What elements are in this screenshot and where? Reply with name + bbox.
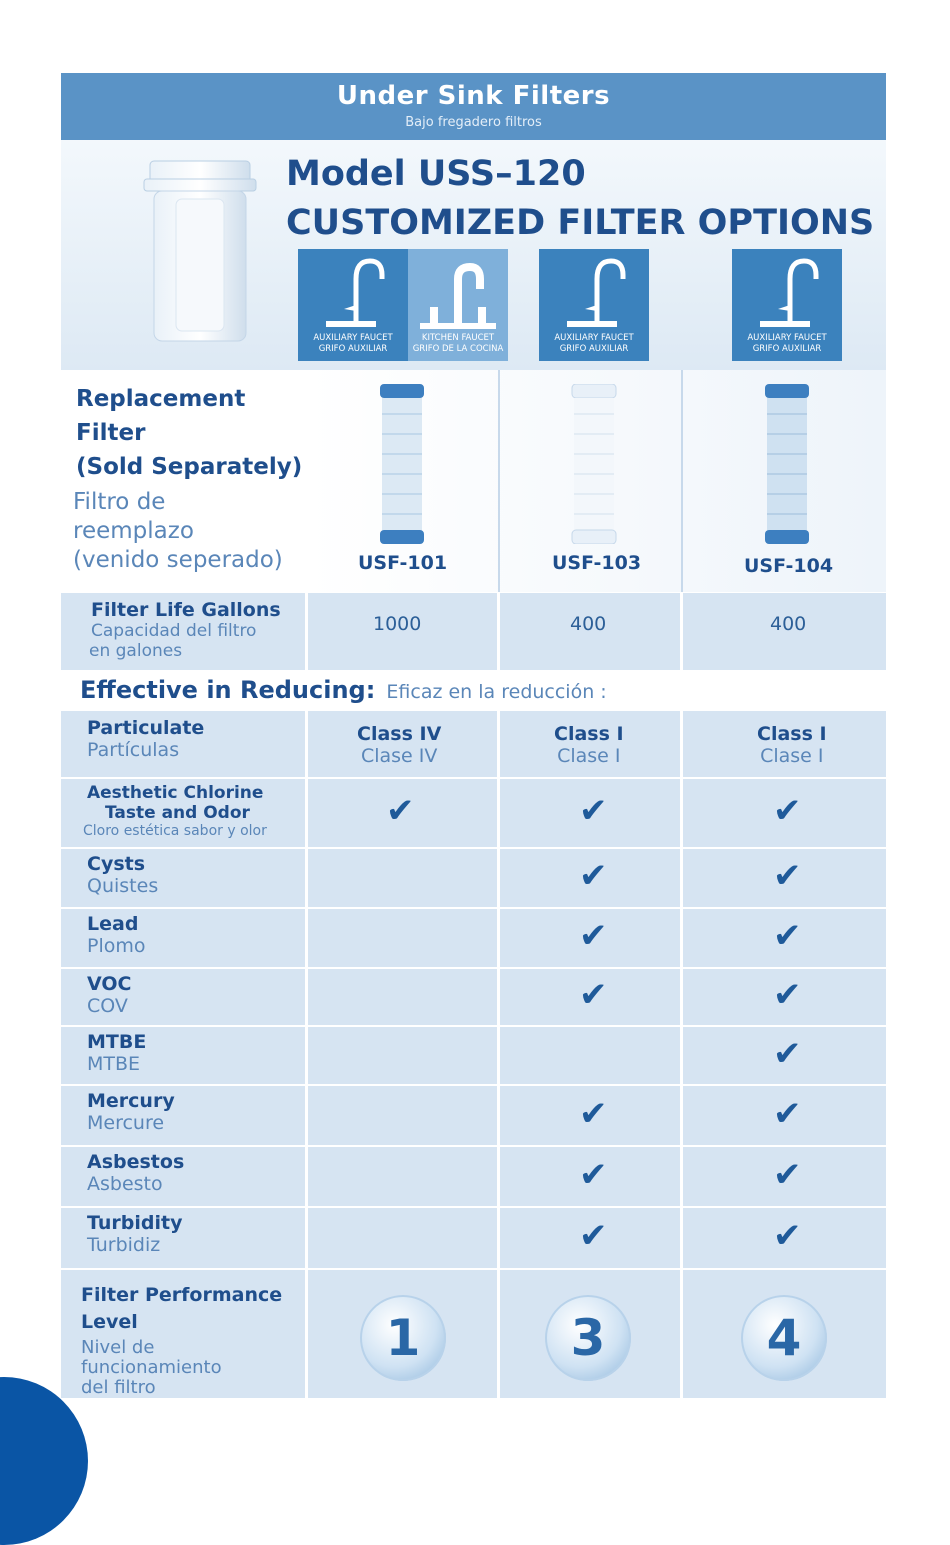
check-icon: ✔ <box>773 856 802 896</box>
contaminant-row <box>61 1086 886 1145</box>
header-subtitle: Bajo fregadero filtros <box>405 115 542 130</box>
check-icon: ✔ <box>773 1155 802 1195</box>
check-icon: ✔ <box>579 1094 608 1134</box>
effective-heading-es: Eficaz en la reducción : <box>386 681 607 703</box>
filter-life-value: 400 <box>770 613 807 635</box>
check-icon: ✔ <box>579 1155 608 1195</box>
contaminant-label-es: Plomo <box>87 935 146 957</box>
contaminant-label-es: Cloro estética sabor y olor <box>83 823 267 839</box>
kitchen-faucet-option: KITCHEN FAUCET GRIFO DE LA COCINA <box>408 249 508 361</box>
contaminant-label-es: Turbidiz <box>87 1234 161 1256</box>
replacement-label-es: Filtro de reemplazo (venido seperado) <box>73 489 283 573</box>
corner-decoration <box>0 1377 88 1545</box>
filter-cartridge-image <box>763 384 811 544</box>
contaminant-row <box>61 1208 886 1268</box>
contaminant-row <box>61 969 886 1025</box>
model-label: USF-103 <box>552 552 642 574</box>
contaminant-label-es: Asbesto <box>87 1173 163 1195</box>
contaminant-label: Taste and Odor <box>105 803 250 823</box>
contaminant-label-es: Quistes <box>87 875 159 897</box>
contaminant-row <box>61 1027 886 1084</box>
performance-label-es: del filtro <box>81 1377 156 1398</box>
check-icon: ✔ <box>386 791 415 831</box>
check-icon: ✔ <box>773 975 802 1015</box>
contaminant-label: Asbestos <box>87 1151 185 1173</box>
class-rating: Class IV Clase IV <box>357 723 442 767</box>
divider <box>498 370 500 592</box>
contaminant-label-es: Mercure <box>87 1112 165 1134</box>
auxiliary-faucet-option: AUXILIARY FAUCET GRIFO AUXILIAR <box>298 249 408 361</box>
contaminant-label-es: MTBE <box>87 1053 141 1075</box>
performance-level-badge: 4 <box>741 1295 827 1381</box>
auxiliary-faucet-option-2: AUXILIARY FAUCET GRIFO AUXILIAR <box>539 249 649 361</box>
divider <box>681 370 683 592</box>
filter-life-label-es: en galones <box>89 641 183 661</box>
model-title <box>286 150 874 248</box>
auxiliary-faucet-option-3: AUXILIARY FAUCET GRIFO AUXILIAR <box>732 249 842 361</box>
filter-life-value: 1000 <box>373 613 422 635</box>
contaminant-label: Mercury <box>87 1090 175 1112</box>
replacement-label: Replacement Filter (Sold Separately) <box>76 386 303 480</box>
check-icon: ✔ <box>579 1216 608 1256</box>
filter-cartridge-image <box>378 384 426 544</box>
check-icon: ✔ <box>579 791 608 831</box>
performance-row <box>61 1270 886 1398</box>
performance-level-badge: 3 <box>545 1295 631 1381</box>
particulate-row <box>61 711 886 777</box>
effective-heading <box>80 676 607 704</box>
contaminant-label: Lead <box>87 913 139 935</box>
contaminant-row <box>61 1147 886 1206</box>
check-icon: ✔ <box>773 1034 802 1074</box>
performance-label: Filter Performance <box>81 1284 283 1306</box>
check-icon: ✔ <box>773 791 802 831</box>
header-banner <box>61 73 886 140</box>
effective-heading-en: Effective in Reducing: <box>80 676 376 704</box>
performance-level-badge: 1 <box>360 1295 446 1381</box>
check-icon: ✔ <box>579 975 608 1015</box>
model-subtitle: CUSTOMIZED FILTER OPTIONS <box>286 203 875 243</box>
particulate-label: Particulate <box>87 717 205 739</box>
filter-life-label-es: Capacidad del filtro <box>91 621 257 641</box>
filter-life-value: 400 <box>570 613 607 635</box>
filter-life-row <box>61 593 886 670</box>
header-title: Under Sink Filters <box>336 81 611 111</box>
model-label: USF-101 <box>358 552 448 574</box>
contaminant-row <box>61 909 886 967</box>
contaminant-row <box>61 849 886 907</box>
filter-cartridge-image <box>570 384 618 544</box>
particulate-label-es: Partículas <box>87 739 180 761</box>
filter-life-label: Filter Life Gallons <box>91 599 281 621</box>
model-label: USF-104 <box>744 555 834 577</box>
performance-label: Level <box>81 1311 138 1333</box>
contaminant-label: VOC <box>87 973 132 995</box>
contaminant-label: Turbidity <box>87 1212 183 1234</box>
check-icon: ✔ <box>579 916 608 956</box>
contaminant-row <box>61 779 886 847</box>
class-rating: Class I Clase I <box>554 723 624 767</box>
contaminant-label: Aesthetic Chlorine <box>87 783 264 803</box>
contaminant-label: Cysts <box>87 853 146 875</box>
performance-label-es: funcionamiento <box>81 1357 222 1378</box>
contaminant-label: MTBE <box>87 1031 147 1053</box>
check-icon: ✔ <box>773 916 802 956</box>
class-rating: Class I Clase I <box>757 723 827 767</box>
check-icon: ✔ <box>579 856 608 896</box>
check-icon: ✔ <box>773 1216 802 1256</box>
model-name: Model USS–120 <box>286 154 586 194</box>
contaminant-label-es: COV <box>87 995 128 1017</box>
performance-label-es: Nivel de <box>81 1337 155 1358</box>
check-icon: ✔ <box>773 1094 802 1134</box>
filter-housing-image <box>140 153 260 353</box>
